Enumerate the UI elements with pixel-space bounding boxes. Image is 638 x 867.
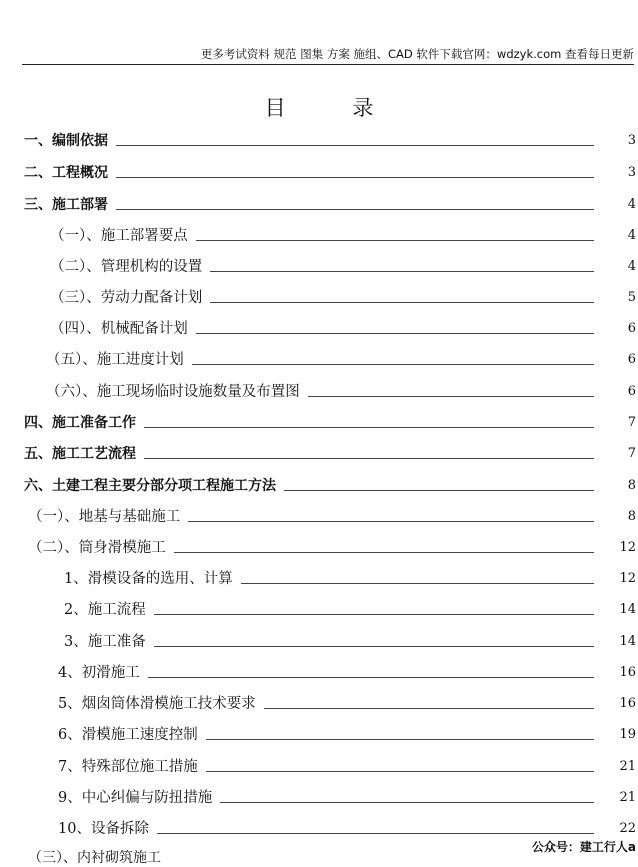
toc-entry[interactable]	[46, 382, 636, 402]
toc-entry-text: 四、施工准备工作	[24, 415, 136, 431]
toc-entry-text: （五）、施工进度计划	[46, 352, 184, 368]
toc-entry[interactable]	[50, 319, 636, 339]
toc-entry[interactable]	[58, 725, 636, 745]
toc-entry[interactable]	[58, 663, 636, 683]
toc-page-number: 21	[619, 790, 636, 805]
toc-entry[interactable]	[50, 257, 636, 277]
toc-leader	[196, 240, 594, 241]
toc-page-number: 6	[627, 352, 636, 367]
toc-entry-text: 六、土建工程主要分部分项工程施工方法	[24, 478, 276, 494]
toc-entry-text: 6、滑模施工速度控制	[58, 727, 198, 743]
toc-entry-text: 五、施工工艺流程	[24, 446, 136, 462]
toc-page-number: 6	[627, 321, 636, 336]
toc-page-number: 14	[619, 602, 636, 617]
toc-page-number: 16	[619, 696, 636, 711]
toc-page-number: 5	[627, 290, 636, 305]
toc-entry[interactable]	[50, 288, 636, 308]
toc-entry[interactable]	[24, 163, 636, 183]
toc-leader	[264, 708, 594, 709]
toc-entry[interactable]	[58, 694, 636, 714]
toc-entry-text: 7、特殊部位施工措施	[58, 759, 198, 775]
toc-entry-text: 3、施工准备	[64, 634, 146, 650]
toc-page-number: 3	[627, 165, 636, 180]
toc-entry-text: 5、烟囱筒体滑模施工技术要求	[58, 696, 256, 712]
toc-entry-text: 三、施工部署	[24, 197, 108, 213]
page-title: 目 录	[264, 96, 404, 120]
toc-entry-text: 1、滑模设备的选用、计算	[64, 571, 233, 587]
toc-entry[interactable]	[24, 131, 636, 151]
toc-entry-text: 9、中心纠偏与防扭措施	[58, 790, 213, 806]
toc-page-number: 4	[627, 228, 636, 243]
toc-entry-text: （六）、施工现场临时设施数量及布置图	[46, 384, 300, 400]
toc-entry-text: （二）、管理机构的设置	[50, 259, 203, 275]
toc-leader	[206, 771, 594, 772]
toc-entry[interactable]	[58, 819, 636, 839]
toc-page-number: 6	[627, 384, 636, 399]
toc-entry[interactable]	[24, 444, 636, 464]
toc-entry[interactable]	[24, 195, 636, 215]
toc-page-number: 14	[619, 634, 636, 649]
toc-page-number: 12	[619, 540, 636, 555]
toc-page-number: 4	[627, 259, 636, 274]
toc-page-number: 8	[627, 478, 636, 493]
toc-entry-text: 10、设备拆除	[58, 821, 149, 837]
toc-entry[interactable]	[64, 569, 636, 589]
toc-entry[interactable]	[46, 350, 636, 370]
toc-entry[interactable]	[58, 788, 636, 808]
toc-entry[interactable]	[50, 226, 636, 246]
page-header: 更多考试资料 规范 图集 方案 施组、CAD 软件下载官网：wdzyk.com 查看每日更新	[22, 46, 634, 65]
toc-entry-text: 二、工程概况	[24, 165, 108, 181]
toc-leader	[192, 364, 594, 365]
toc-page-number: 8	[627, 509, 636, 524]
toc-leader	[154, 646, 594, 647]
toc-entry-cut-off: （三）、内衬砌筑施工	[28, 850, 161, 866]
toc-entry[interactable]	[24, 476, 636, 496]
toc-page-number: 7	[627, 446, 636, 461]
toc-leader	[210, 302, 594, 303]
toc-leader	[157, 833, 594, 834]
toc-leader	[174, 552, 594, 553]
toc-entry[interactable]	[58, 757, 636, 777]
toc-entry-text: （三）、劳动力配备计划	[50, 290, 203, 306]
toc-page-number: 16	[619, 665, 636, 680]
toc-entry-text: （四）、机械配备计划	[50, 321, 188, 337]
toc-entry-text: 一、编制依据	[24, 133, 108, 149]
toc-leader	[210, 271, 594, 272]
toc-leader	[116, 145, 594, 146]
toc-entry[interactable]	[64, 600, 636, 620]
toc-leader	[188, 521, 594, 522]
toc-leader	[144, 458, 594, 459]
toc-entry-text: （二）、筒身滑模施工	[28, 540, 166, 556]
toc-leader	[148, 677, 594, 678]
toc-page-number: 3	[627, 133, 636, 148]
toc-entry[interactable]	[24, 413, 636, 433]
toc-page-number: 22	[619, 821, 636, 836]
toc-leader	[116, 177, 594, 178]
toc-entry[interactable]	[28, 507, 636, 527]
toc-leader	[154, 614, 594, 615]
toc-leader	[116, 209, 594, 210]
toc-entry[interactable]	[28, 538, 636, 558]
toc-leader	[144, 427, 594, 428]
toc-leader	[220, 802, 594, 803]
toc-page-number: 4	[627, 197, 636, 212]
toc-page-number: 21	[619, 759, 636, 774]
toc-leader	[196, 333, 594, 334]
toc-page-number: 19	[619, 727, 636, 742]
footer-watermark: 公众号：建工行人a	[531, 840, 636, 854]
toc-entry[interactable]	[64, 632, 636, 652]
toc-page-number: 12	[619, 571, 636, 586]
toc-leader	[206, 739, 594, 740]
toc-entry-text: 2、施工流程	[64, 602, 146, 618]
toc-page-number: 7	[627, 415, 636, 430]
toc-entry-text: （一）、施工部署要点	[50, 228, 188, 244]
toc-leader	[241, 583, 594, 584]
toc-leader	[284, 490, 594, 491]
toc-leader	[308, 396, 594, 397]
toc-entry-text: （一）、地基与基础施工	[28, 509, 181, 525]
toc-entry-text: 4、初滑施工	[58, 665, 140, 681]
